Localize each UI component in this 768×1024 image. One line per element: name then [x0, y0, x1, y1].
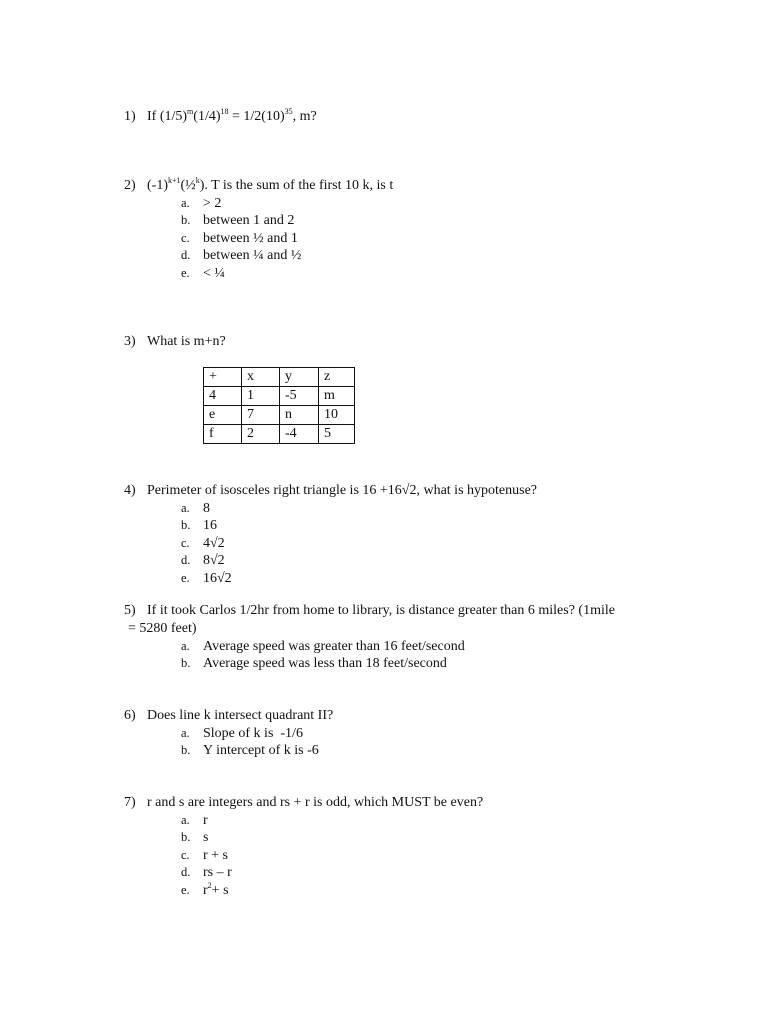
option-text: r + s: [203, 847, 229, 863]
table-cell: -5: [280, 387, 319, 406]
option-label: b.: [181, 213, 191, 228]
table-cell: 10: [319, 406, 355, 425]
answer-option: [0, 638, 768, 655]
question-number: 5): [124, 603, 136, 618]
table-cell: e: [204, 406, 242, 425]
question-number: 1): [124, 109, 136, 124]
option-label: c.: [181, 847, 190, 862]
answer-option: [0, 882, 768, 899]
question-stem: Does line k intersect quadrant II?: [147, 708, 334, 723]
option-text: 16√2: [203, 570, 232, 586]
option-label: e.: [181, 265, 190, 280]
table-cell: m: [319, 387, 355, 406]
question-number: 6): [124, 708, 136, 723]
table-cell: f: [204, 425, 242, 444]
question-7: [0, 794, 768, 899]
option-text: > 2: [203, 196, 222, 211]
option-label: e.: [181, 882, 190, 897]
answer-option: [0, 230, 768, 247]
answer-option: [0, 812, 768, 829]
table-row: [204, 387, 355, 406]
answer-option: [0, 195, 768, 212]
question-3: [0, 333, 768, 351]
answer-option: [0, 829, 768, 846]
option-text: rs – r: [203, 865, 232, 881]
table-cell: x: [242, 368, 280, 387]
question-1: [0, 108, 768, 126]
question-stem: If it took Carlos 1/2hr from home to library, is distance greater than 6 miles? (1mile: [147, 603, 615, 618]
table-cell: z: [319, 368, 355, 387]
table-cell: 2: [242, 425, 280, 444]
table-cell: 4: [204, 387, 242, 406]
addition-table: [203, 367, 355, 444]
option-text: r: [203, 813, 208, 828]
option-text: Average speed was less than 18 feet/second: [203, 656, 447, 672]
question-number: 7): [124, 795, 136, 810]
answer-option: [0, 535, 768, 552]
question-number: 4): [124, 483, 136, 498]
table-cell: n: [280, 406, 319, 425]
option-text: 4√2: [203, 535, 225, 551]
option-label: b.: [181, 656, 191, 671]
option-text: Slope of k is -1/6: [203, 726, 303, 741]
option-label: a.: [181, 813, 190, 827]
table-cell: 7: [242, 406, 280, 425]
option-label: c.: [181, 230, 190, 245]
option-label: b.: [181, 743, 191, 758]
option-label: a.: [181, 639, 190, 653]
answer-option: [0, 517, 768, 534]
option-label: d.: [181, 865, 191, 880]
option-label: c.: [181, 535, 190, 550]
table-cell: y: [280, 368, 319, 387]
option-text: Average speed was greater than 16 feet/second: [203, 639, 465, 654]
table-cell: +: [204, 368, 242, 387]
table-cell: 5: [319, 425, 355, 444]
table-cell: -4: [280, 425, 319, 444]
question-stem: $(-1)^{k+1}(\frac{1}{2}^k)$. T is the sum of the first 10 k, is t: [147, 176, 394, 193]
option-text: between ¼ and ½: [203, 248, 302, 264]
question-stem: r and s are integers and rs + r is odd, which MUST be even?: [147, 795, 484, 810]
answer-option: [0, 864, 768, 881]
table-cell: 1: [242, 387, 280, 406]
answer-option: [0, 725, 768, 742]
answer-option: [0, 212, 768, 229]
question-number: 3): [124, 334, 136, 349]
question-2: [0, 177, 768, 282]
question-stem-continued: = 5280 feet): [128, 621, 197, 636]
option-label: a.: [181, 196, 190, 210]
option-text: s: [203, 830, 209, 846]
option-text: 8: [203, 501, 210, 516]
option-label: d.: [181, 553, 191, 568]
question-stem: What is m+n?: [147, 334, 226, 349]
table-row: [204, 406, 355, 425]
answer-option: [0, 552, 768, 569]
option-text: between ½ and 1: [203, 230, 298, 246]
option-text: Y intercept of k is -6: [203, 743, 319, 759]
answer-option: [0, 247, 768, 264]
answer-option: [0, 570, 768, 587]
option-text: $r^2+ s$: [203, 880, 229, 898]
option-label: e.: [181, 570, 190, 585]
table-row: [204, 425, 355, 444]
answer-option: [0, 742, 768, 759]
option-label: a.: [181, 501, 190, 515]
answer-option: [0, 265, 768, 282]
question-5: [0, 602, 768, 673]
option-label: a.: [181, 726, 190, 740]
answer-option: [0, 655, 768, 672]
answer-option: [0, 847, 768, 864]
option-label: b.: [181, 518, 191, 533]
question-stem: Perimeter of isosceles right triangle is 16 +16√2, what is hypotenuse?: [147, 483, 537, 498]
option-label: b.: [181, 830, 191, 845]
option-text: < ¼: [203, 265, 225, 281]
answer-option: [0, 500, 768, 517]
question-6: [0, 707, 768, 760]
option-text: 16: [203, 518, 217, 534]
table-row: [204, 368, 355, 387]
question-4: [0, 482, 768, 587]
option-text: between 1 and 2: [203, 213, 295, 229]
option-label: d.: [181, 248, 191, 263]
question-number: 2): [124, 178, 136, 193]
option-text: 8√2: [203, 553, 225, 569]
question-stem: If $(1/5)^m(1/4)^{18} = 1/2(10)^{35}$, m?: [147, 107, 317, 124]
